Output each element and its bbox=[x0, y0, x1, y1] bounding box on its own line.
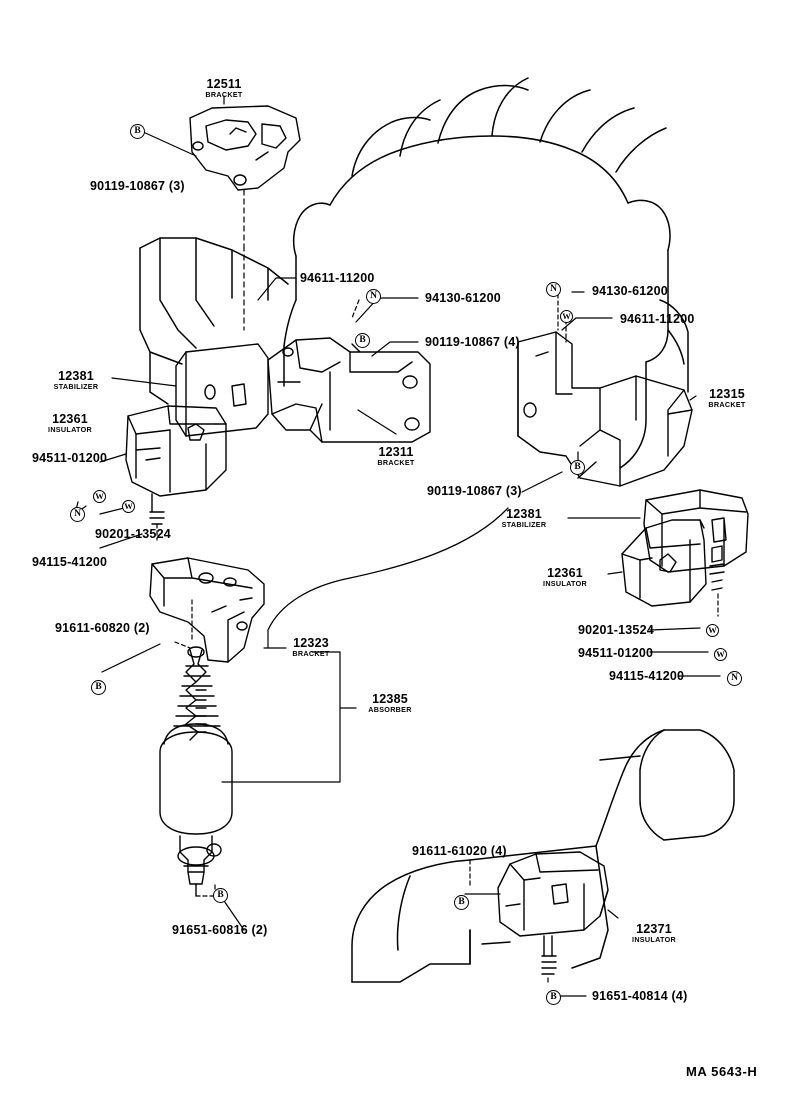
fastener-marker-bolt-5: B bbox=[355, 333, 370, 348]
fastener-marker-nut-2: N bbox=[366, 289, 381, 304]
fastener-marker-washer-8: W bbox=[122, 500, 135, 513]
part-label-12371: 12371 INSULATOR bbox=[632, 922, 676, 944]
part-label-90119-10867-3: 90119-10867 (3) bbox=[90, 179, 185, 193]
part-label-12361-left: 12361 INSULATOR bbox=[48, 412, 92, 434]
part-label-94115-41200-b: 94115-41200 bbox=[609, 669, 685, 683]
part-label-90119-10867-3b: 90119-10867 (3) bbox=[427, 484, 522, 498]
part-12323-bracket bbox=[150, 558, 264, 662]
fastener-marker-bolt-14: B bbox=[454, 895, 469, 910]
fastener-marker-washer-11: W bbox=[706, 624, 719, 637]
part-label-12381-right: 12381 STABILIZER bbox=[501, 507, 547, 529]
part-12361-insulator-left bbox=[126, 406, 226, 524]
fastener-marker-bolt-16: B bbox=[546, 990, 561, 1005]
part-label-94611-11200-b: 94611-11200 bbox=[620, 312, 695, 326]
part-12371-insulator-bottom bbox=[498, 852, 608, 974]
part-label-12315: 12315 BRACKET bbox=[708, 387, 746, 409]
part-label-90201-13524-a: 90201-13524 bbox=[95, 527, 171, 541]
hose-line bbox=[268, 508, 508, 630]
part-label-94115-41200-a: 94115-41200 bbox=[32, 555, 108, 569]
part-label-94511-01200-a: 94511-01200 bbox=[32, 451, 108, 465]
fastener-marker-nut-3: N bbox=[546, 282, 561, 297]
part-label-91611-61020-4: 91611-61020 (4) bbox=[412, 844, 507, 858]
part-12311-bracket bbox=[268, 338, 430, 442]
part-label-91651-40814-4: 91651-40814 (4) bbox=[592, 989, 688, 1003]
part-label-91611-60820-2: 91611-60820 (2) bbox=[55, 621, 150, 635]
part-label-12361-right: 12361 INSULATOR bbox=[543, 566, 587, 588]
fastener-marker-bolt-10: B bbox=[91, 680, 106, 695]
fastener-marker-washer-4: W bbox=[560, 310, 573, 323]
fastener-marker-nut-9: N bbox=[70, 507, 85, 522]
transmission-outline bbox=[352, 730, 734, 982]
part-label-12381-left: 12381 STABILIZER bbox=[53, 369, 99, 391]
part-label-12323: 12323 BRACKET bbox=[292, 636, 330, 658]
fastener-marker-washer-7: W bbox=[93, 490, 106, 503]
fastener-marker-bolt-15: B bbox=[213, 888, 228, 903]
part-label-94130-61200-a: 94130-61200 bbox=[425, 291, 501, 305]
fastener-marker-bolt-1: B bbox=[130, 124, 145, 139]
part-label-12385: 12385 ABSORBER bbox=[368, 692, 412, 714]
part-label-94511-01200-b: 94511-01200 bbox=[578, 646, 654, 660]
engine-outline bbox=[140, 78, 688, 468]
part-label-90119-10867-4: 90119-10867 (4) bbox=[425, 335, 520, 349]
part-12361-insulator-right bbox=[622, 520, 724, 606]
fastener-marker-nut-13: N bbox=[727, 671, 742, 686]
part-label-91651-60816-2: 91651-60816 (2) bbox=[172, 923, 268, 937]
fastener-marker-washer-12: W bbox=[714, 648, 727, 661]
part-label-12311: 12311 BRACKET bbox=[377, 445, 415, 467]
part-label-90201-13524-b: 90201-13524 bbox=[578, 623, 654, 637]
part-label-12511: 12511 BRACKET bbox=[205, 77, 243, 99]
part-12315-bracket-right bbox=[518, 332, 692, 486]
part-12385-absorber bbox=[160, 647, 232, 896]
fastener-marker-bolt-6: B bbox=[570, 460, 585, 475]
part-label-94611-11200-a: 94611-11200 bbox=[300, 271, 375, 285]
part-12511-bracket bbox=[190, 106, 300, 190]
part-12381-stabilizer-left bbox=[176, 344, 268, 436]
part-label-94130-61200-b: 94130-61200 bbox=[592, 284, 668, 298]
diagram-code: MA 5643-H bbox=[686, 1064, 758, 1079]
